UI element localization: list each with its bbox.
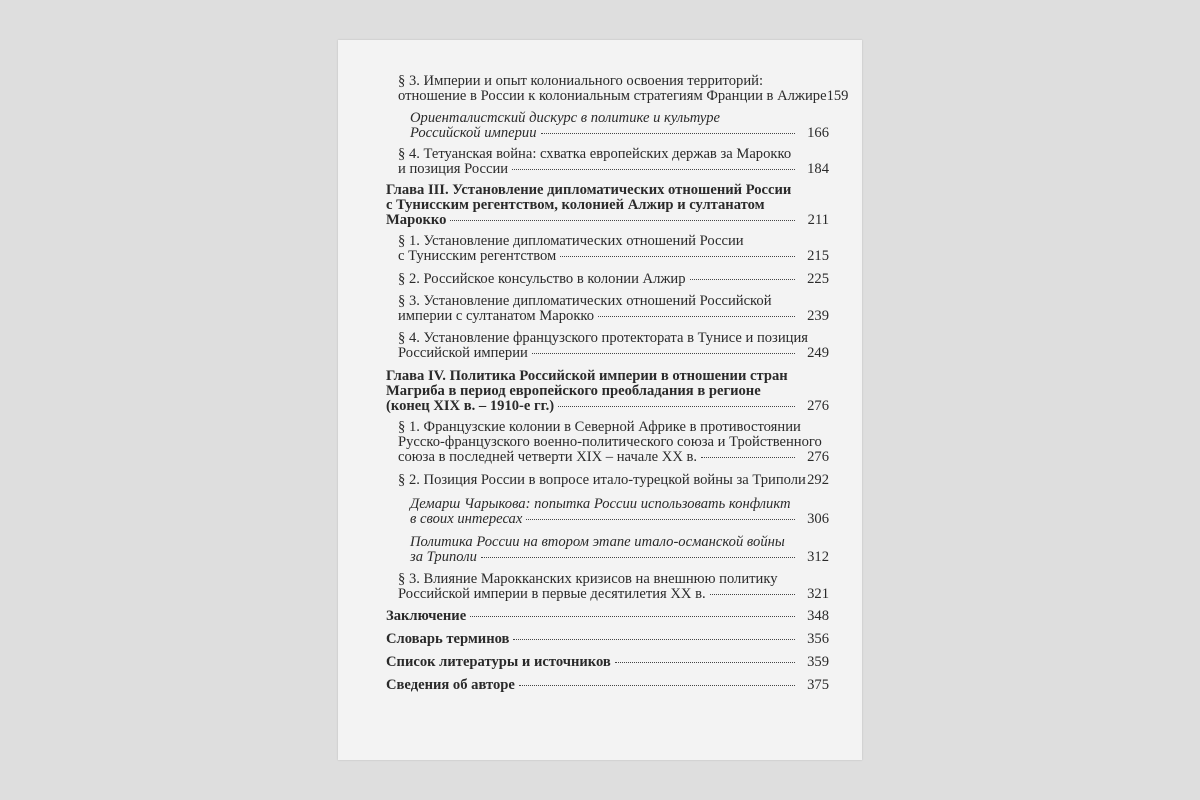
page-number: 249	[807, 345, 829, 361]
dot-leader	[450, 220, 795, 221]
toc-entry-title: (конец XIX в. – 1910-е гг.)	[386, 398, 555, 414]
toc-entry-title: Магриба в период европейского преобладания в регионе	[386, 383, 761, 399]
toc-entry	[386, 369, 829, 414]
toc-entry	[398, 331, 829, 361]
toc-entry	[398, 572, 829, 602]
dot-leader	[701, 457, 795, 458]
toc-entry-line	[398, 435, 829, 450]
toc-entry-line	[398, 331, 829, 346]
toc-entry-title: § 4. Установление французского протектората в Тунисе и позиция	[398, 330, 808, 346]
toc-entry-line	[410, 111, 829, 126]
toc-entry-line	[398, 272, 829, 287]
toc-entry-title: Список литературы и источников	[386, 654, 611, 670]
toc-entry	[398, 234, 829, 264]
toc-entry-line	[398, 572, 829, 587]
dot-leader	[512, 169, 795, 170]
dot-leader	[519, 685, 795, 686]
dot-leader	[513, 639, 795, 640]
page-number: 159	[826, 88, 849, 104]
toc-entry	[398, 473, 829, 488]
page-number: 215	[807, 248, 829, 264]
toc-entry-title: с Тунисским регентством	[398, 248, 557, 264]
dot-leader	[532, 353, 795, 354]
toc-entry	[386, 655, 829, 670]
page-number: 321	[807, 586, 829, 602]
toc-entry-title: Ориенталистский дискурс в политике и культуре	[410, 110, 720, 126]
toc-entry-title: с Тунисским регентством, колонией Алжир и султанатом	[386, 197, 765, 213]
toc-entry	[386, 678, 829, 693]
toc-entry-line	[398, 162, 829, 177]
toc-entry-title: союза в последней четверти XIX – начале XX в.	[398, 449, 698, 465]
toc-entry-line	[410, 550, 829, 565]
toc-entry-line	[398, 147, 829, 162]
dot-leader	[615, 662, 795, 663]
toc-entry	[410, 497, 829, 527]
dot-leader	[690, 279, 795, 280]
dot-leader	[560, 256, 795, 257]
page-number: 211	[807, 212, 829, 228]
toc-entry-title: § 4. Тетуанская война: схватка европейских держав за Марокко	[398, 146, 792, 162]
page-number: 292	[807, 472, 829, 488]
toc-entry-line	[398, 294, 829, 309]
toc-entry-line	[386, 609, 829, 624]
page-number: 359	[807, 654, 829, 670]
toc-entry-line	[398, 234, 829, 249]
toc-entry-title: § 1. Установление дипломатических отношений России	[398, 233, 744, 249]
dot-leader	[598, 316, 795, 317]
toc-entry-line	[386, 632, 829, 647]
toc-entry-line	[386, 655, 829, 670]
toc-entry-title: § 2. Российское консульство в колонии Алжир	[398, 271, 686, 287]
toc-entry-title: Российской империи	[410, 125, 537, 141]
toc-entry	[398, 272, 829, 287]
page-number: 239	[807, 308, 829, 324]
toc-entry-title: § 2. Позиция России в вопросе итало-турецкой войны за Триполи	[398, 472, 806, 488]
toc-entry-line	[386, 399, 829, 414]
toc-entry-line	[398, 450, 829, 465]
toc-entry	[386, 183, 829, 228]
toc-entry-line	[410, 512, 829, 527]
dot-leader	[558, 406, 795, 407]
toc-entry-title: Марокко	[386, 212, 447, 228]
toc-entry-line	[398, 74, 829, 89]
page-number: 225	[807, 271, 829, 287]
toc-entry	[398, 147, 829, 177]
page-number: 348	[807, 608, 829, 624]
toc-entry-title: Глава III. Установление дипломатических отношений России	[386, 182, 792, 198]
toc-entry-line	[386, 183, 829, 198]
page-number: 166	[807, 125, 829, 141]
toc-entry	[398, 73, 849, 104]
toc-entry-line	[386, 198, 829, 213]
toc-entry-line	[398, 88, 849, 104]
toc-entry-line	[398, 249, 829, 264]
toc-entry-line	[398, 420, 829, 435]
toc-entry	[410, 111, 829, 141]
page-number: 306	[807, 511, 829, 527]
page-number: 312	[807, 549, 829, 565]
toc-entry-title: и позиция России	[398, 161, 509, 177]
page-number: 375	[807, 677, 829, 693]
dot-leader	[526, 519, 795, 520]
toc-entry-line	[386, 384, 829, 399]
page-number: 356	[807, 631, 829, 647]
dot-leader	[481, 557, 795, 558]
toc-entry-title: Демарш Чарыкова: попытка России использовать конфликт	[410, 496, 791, 512]
toc-entry-title: Политика России на втором этапе итало-османской войны	[410, 534, 785, 550]
toc-entry-title: империи с султанатом Марокко	[398, 308, 595, 324]
toc-entry-line	[410, 126, 829, 141]
page-number: 184	[807, 161, 829, 177]
dot-leader	[541, 133, 796, 134]
toc-entry	[398, 420, 829, 465]
toc-entry-title: Российской империи в первые десятилетия XX в.	[398, 586, 706, 602]
toc-entry-line	[398, 587, 829, 602]
toc-entry-title: Заключение	[386, 608, 467, 624]
toc-entry-line	[398, 473, 829, 488]
toc-entry-title: отношение в России к колониальным стратегиям Франции в Алжире	[398, 88, 827, 104]
toc-entry-title: § 3. Влияние Марокканских кризисов на внешнюю политику	[398, 571, 778, 587]
toc-entry-line	[410, 535, 829, 550]
page-number: 276	[807, 398, 829, 414]
toc-entry	[410, 535, 829, 565]
dot-leader	[470, 616, 795, 617]
toc-entry-title: Российской империи	[398, 345, 528, 361]
toc-entry-line	[398, 346, 829, 361]
toc-entry-title: § 1. Французские колонии в Северной Африке в противостоянии	[398, 419, 801, 435]
toc-entry-title: § 3. Установление дипломатических отношений Российской	[398, 293, 772, 309]
dot-leader	[710, 594, 795, 595]
toc-entry	[386, 632, 829, 647]
toc-entry	[398, 294, 829, 324]
toc-entry-line	[398, 309, 829, 324]
toc-entry-line	[410, 497, 829, 512]
toc-entry-title: за Триполи	[410, 549, 477, 565]
page-number: 276	[807, 449, 829, 465]
toc-entry-line	[386, 678, 829, 693]
toc-entry-line	[386, 213, 829, 228]
toc-entry-title: Словарь терминов	[386, 631, 510, 647]
toc-entry-line	[386, 369, 829, 384]
toc-entry-title: Сведения об авторе	[386, 677, 515, 693]
toc-entry-title: Русско-французского военно-политического союза и Тройственного	[398, 434, 822, 450]
toc-entry-title: § 3. Империи и опыт колониального освоения территорий:	[398, 73, 764, 89]
toc-entry-title: в своих интересах	[410, 511, 523, 527]
toc-entry-title: Глава IV. Политика Российской империи в отношении стран	[386, 368, 788, 384]
toc-entry	[386, 609, 829, 624]
